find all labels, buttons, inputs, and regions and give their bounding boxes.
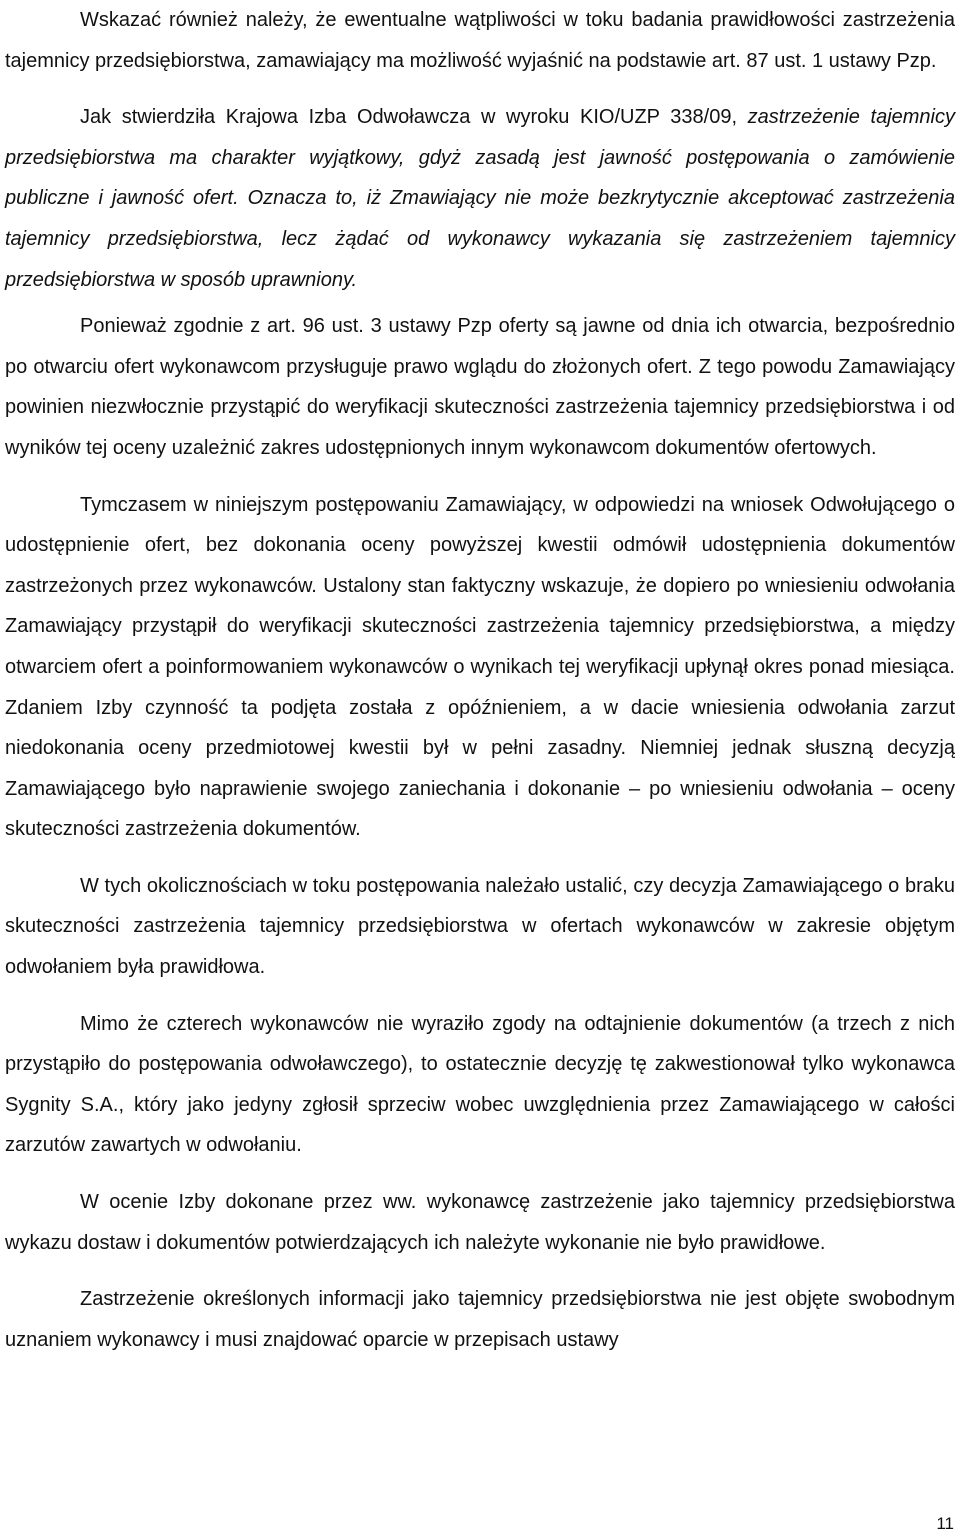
paragraph-6-text: Mimo że czterech wykonawców nie wyraziło zgody na odtajnienie dokumentów (a trzech z nich przystąpiło do postępowania odwoławczego), to ostatecznie decyzję tę zakwestionował tylko wykonawca Sygnity S.A., który jako jedyny zgłosił sprzeciw wobec uwzględnienia przez Zamawiającego w całości zarzutów zawartych w odwołaniu. — [5, 1012, 955, 1157]
paragraph-8-text: Zastrzeżenie określonych informacji jako tajemnicy przedsiębiorstwa nie jest objęte swobodnym uznaniem wykonawcy i musi znajdować oparcie w przepisach ustawy — [5, 1288, 955, 1351]
paragraph-7 — [5, 1182, 955, 1263]
paragraph-3 — [5, 306, 955, 468]
paragraph-gap — [5, 1166, 955, 1182]
paragraph-2-quote: zastrzeżenie tajemnicy przedsiębiorstwa ma charakter wyjątkowy, gdyż zasadą jest jawność postępowania o zamówienie publiczne i jawność ofert. Oznacza to, iż Zmawiający nie może bezkrytycznie akceptować zastrzeżenia tajemnicy przedsiębiorstwa, lecz żądać od wykonawcy wykazania się zastrzeżeniem tajemnicy przedsiębiorstwa w sposób uprawniony. — [5, 106, 955, 291]
paragraph-gap — [5, 469, 955, 485]
paragraph-6 — [5, 1004, 955, 1166]
paragraph-1 — [5, 0, 955, 81]
paragraph-gap — [5, 1263, 955, 1279]
paragraph-gap — [5, 988, 955, 1004]
paragraph-1-text: Wskazać również należy, że ewentualne wątpliwości w toku badania prawidłowości zastrzeżenia tajemnicy przedsiębiorstwa, zamawiający ma możliwość wyjaśnić na podstawie art. 87 ust. 1 ustawy Pzp. — [5, 9, 955, 72]
paragraph-7-text: W ocenie Izby dokonane przez ww. wykonawcę zastrzeżenie jako tajemnicy przedsiębiorstwa wykazu dostaw i dokumentów potwierdzających ich należyte wykonanie nie było prawidłowe. — [5, 1191, 955, 1254]
paragraph-3-text: Ponieważ zgodnie z art. 96 ust. 3 ustawy Pzp oferty są jawne od dnia ich otwarcia, bezpośrednio po otwarciu ofert wykonawcom przysługuje prawo wglądu do złożonych ofert. Z tego powodu Zamawiający powinien niezwłocznie przystąpić do weryfikacji skuteczności zastrzeżenia tajemnicy przedsiębiorstwa i od wyników tej oceny uzależnić zakres udostępnionych innym wykonawcom dokumentów ofertowych. — [5, 315, 955, 459]
paragraph-gap — [5, 81, 955, 97]
paragraph-4 — [5, 485, 955, 850]
paragraph-2-text: Jak stwierdziła Krajowa Izba Odwoławcza w wyroku KIO/UZP 338/09, — [80, 106, 748, 129]
paragraph-4-text: Tymczasem w niniejszym postępowaniu Zamawiający, w odpowiedzi na wniosek Odwołującego o udostępnienie ofert, bez dokonania oceny powyższej kwestii odmówił udostępnienia dokumentów zastrzeżonych przez wykonawców. Ustalony stan faktyczny wskazuje, że dopiero po wniesieniu odwołania Zamawiający przystąpił do weryfikacji skuteczności zastrzeżenia tajemnicy przedsiębiorstwa, a między otwarciem ofert a poinformowaniem wykonawców o wynikach tej weryfikacji upłynął okres ponad miesiąca. Zdaniem Izby czynność ta podjęta została z opóźnieniem, a w dacie wniesienia odwołania zarzut niedokonania oceny przedmiotowej kwestii był w pełni zasadny. Niemniej jednak słuszną decyzją Zamawiającego było naprawienie swojego zaniechania i dokonanie – po wniesieniu odwołania – oceny skuteczności zastrzeżenia dokumentów. — [5, 493, 955, 841]
paragraph-5 — [5, 866, 955, 988]
paragraph-gap — [5, 850, 955, 866]
paragraph-2 — [5, 97, 955, 300]
page-number: 11 — [936, 1514, 954, 1533]
paragraph-8 — [5, 1279, 955, 1360]
paragraph-5-text: W tych okolicznościach w toku postępowania należało ustalić, czy decyzja Zamawiającego o braku skuteczności zastrzeżenia tajemnicy przedsiębiorstwa w ofertach wykonawców w zakresie objętym odwołaniem była prawidłowa. — [5, 874, 955, 979]
document-page — [5, 0, 955, 1360]
